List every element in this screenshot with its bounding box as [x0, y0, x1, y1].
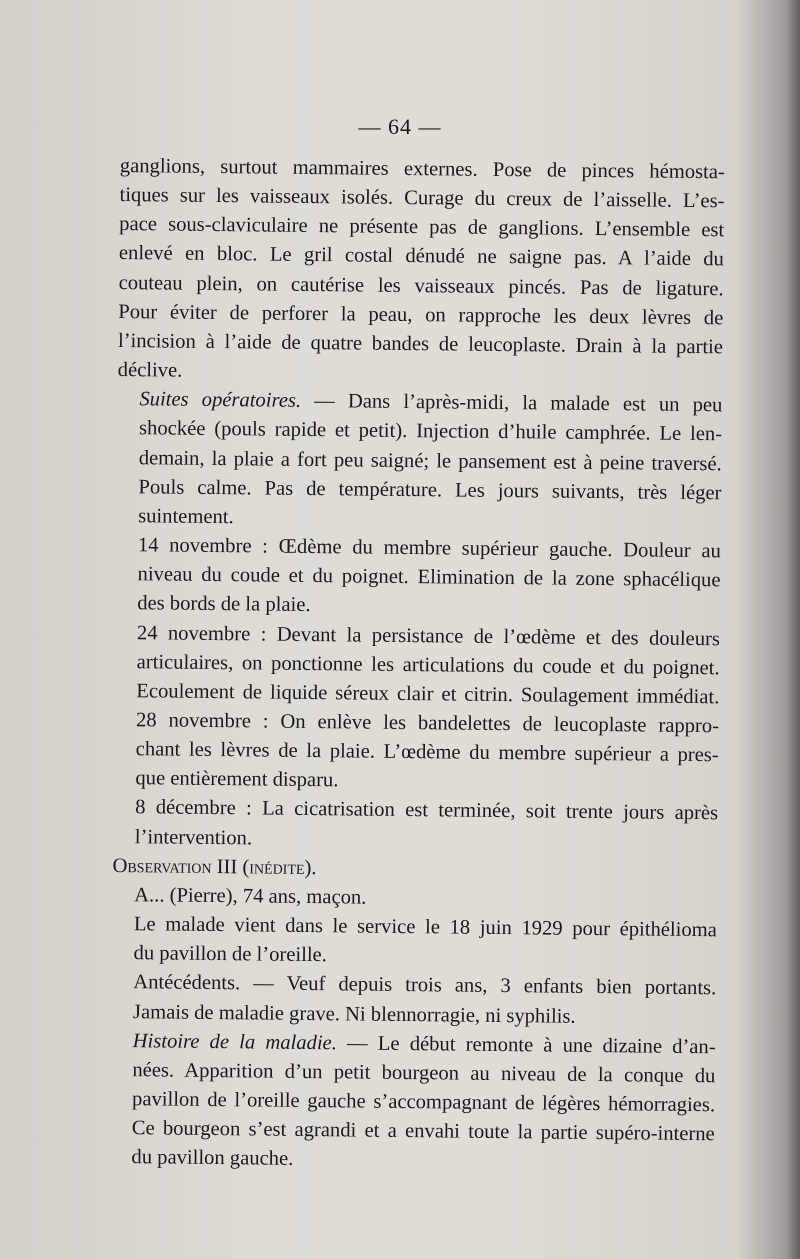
text-line: que entièrement disparu.	[135, 767, 339, 792]
paragraph-28-novembre	[113, 706, 719, 800]
text-line: Pouls calme. Pas de température. Les jours suivants, très léger	[138, 475, 722, 505]
text-fragment: — Le début remonte à une dizaine d’an-	[336, 1032, 716, 1058]
text-line: chant les lèvres de la plaie. L’œdème du membre supérieur a pres-	[135, 738, 719, 767]
text-line: pace sous-claviculaire ne présente pas de ganglions. L’ensemble est	[119, 213, 725, 242]
text-line: nées. Apparition d’un petit bourgeon au niveau de la conque du	[132, 1059, 716, 1088]
text-line: Le malade vient dans le service le 18 juin 1929 pour épithélioma	[133, 913, 717, 942]
text-line: Ce bourgeon s’est agrandi et a envahi toute la partie supéro-interne	[131, 1117, 715, 1146]
paragraph-24-novembre	[114, 618, 720, 712]
body-text	[109, 152, 725, 1179]
text-line: shockée (pouls rapide et petit). Injection d’huile camphrée. Le len-	[138, 417, 723, 446]
page-number: — 64 —	[358, 114, 442, 139]
paragraph-admission	[111, 910, 717, 975]
text-line: 24 novembre : Devant la persistance de l’œdème et des douleurs	[136, 621, 721, 650]
observation-heading: Observation III (inédite).	[112, 854, 317, 879]
text-line: Antécédents. — Veuf depuis trois ans, 3 enfants bien portants.	[133, 971, 717, 1000]
text-line: 14 novembre : Œdème du membre supérieur gauche. Douleur au	[137, 534, 721, 563]
paragraph-suites-operatoires	[116, 385, 722, 537]
text-fragment: — Dans l’après-midi, la malade est un peu	[300, 390, 723, 417]
text-line: couteau plein, on cautérise les vaisseaux pincés. Pas de ligature.	[118, 271, 724, 300]
text-line: Jamais de maladie grave. Ni blennorragie, ni syphilis.	[132, 1000, 576, 1028]
text-line: des bords de la plaie.	[137, 592, 311, 617]
text-line: 8 décembre : La cicatrisation est terminée, soit trente jours après	[135, 796, 719, 825]
text-line: demain, la plaie a fort peu saigné; le pansement est à peine traversé.	[138, 446, 722, 475]
paragraph-surgery	[118, 152, 725, 392]
italic-lead: Histoire de la maladie.	[132, 1029, 338, 1055]
text-line: enlevé en bloc. Le gril costal dénudé ne saigne pas. A l’aide du	[118, 242, 725, 271]
text-line: tiques sur les vaisseaux isolés. Curage du creux de l’aisselle. L’es-	[119, 184, 725, 213]
text-line: articulaires, on ponctionne les articulations du coude et du poignet.	[136, 650, 720, 679]
text-line: Ecoulement de liquide séreux clair et citrin. Soulagement immédiat.	[136, 680, 720, 709]
text-line: A... (Pierre), 74 ans, maçon.	[134, 884, 367, 909]
text-line: l’incision à l’aide de quatre bandes de leucoplaste. Drain à la partie	[117, 329, 724, 359]
text-line: du pavillon gauche.	[131, 1146, 294, 1171]
text-line: pavillon de l’oreille gauche s’accompagnant de légères hémorragies.	[131, 1088, 716, 1117]
text-line: niveau du coude et du poignet. Elimination de la zone sphacélique	[137, 563, 721, 592]
text-line: suintement.	[138, 505, 234, 529]
italic-lead: Suites opératoires.	[139, 388, 302, 413]
text-line: l’intervention.	[134, 825, 253, 850]
paragraph-antecedents	[111, 968, 717, 1033]
text-line: Pour éviter de perforer la peau, on rapproche les deux lèvres de	[118, 300, 724, 330]
paragraph-histoire	[109, 1027, 715, 1179]
text-line: ganglions, surtout mammaires externes. Pose de pinces hémosta-	[119, 154, 725, 184]
page-edge-shadow	[786, 0, 800, 1259]
paragraph-14-novembre	[115, 531, 721, 625]
text-line: du pavillon de l’oreille.	[133, 942, 328, 967]
text-line: déclive.	[117, 359, 183, 382]
text-line: 28 novembre : On enlève les bandelettes de leucoplaste rappro-	[135, 709, 720, 738]
paragraph-8-decembre	[113, 793, 719, 858]
